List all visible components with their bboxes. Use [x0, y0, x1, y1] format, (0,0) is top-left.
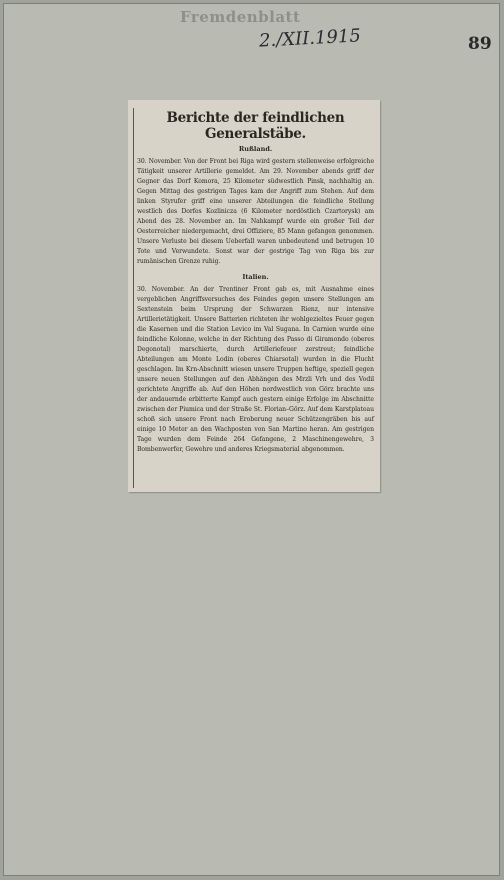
handwritten-date: 2./XII.1915: [258, 25, 362, 52]
page-number: 89: [468, 34, 492, 54]
section-heading-russia: Rußland.: [238, 145, 273, 153]
newspaper-clipping: [128, 100, 380, 492]
section-heading-italy: Italien.: [242, 273, 269, 281]
section-text-italy: 30. November. An der Trentiner Front gab es, mit Ausnahme eines vergeblichen Angriffsversuches des Feindes gegen unsere Stellungen am Sextenstein beim Ursprung der Schwarzen Rienz, nur intensive Artillerietätigkeit. Unsere Batterien richteten ihr wohlgezieltes Feuer gegen die Kasernen und die Station Levico im Val Sugana. In Carnien wurde eine feindliche Kolonne, welche in der Richtung des Passo di Giramondo (oberes Degonotal) marschierte, durch Artilleriefeuer zerstreut; feindliche Abteilungen am Monte Lodin (oberes Chiarsotal) wurden in die Flucht geschlagen. Im Krn-Abschnitt wiesen unsere Truppen heftige, speziell gegen unsere neuen Stellungen auf den Abhängen des Mrzli Vrh und des Vodil gerichtete Angriffe ab. Auf den Höhen nordwestlich von Görz brachte uns der andauernde erbitterte Kampf auch gestern einige Erfolge im Abschnitte zwischen der Piumica und der Straße St. Florian–Görz. Auf dem Karstplateau schoß sich unsere Front nach Eroberung neuer Schützengräben bis auf einige 10 Meter an den Wachposten von San Martino heran. Am gestrigen Tage wurden dem Feinde 264 Gefangene, 2 Maschinengewehre, 3 Bombenwerfer, Gewehre und anderes Kriegsmaterial abgenommen.: [137, 286, 374, 453]
section-text-russia: 30. November. Von der Front bei Riga wird gestern stellenweise erfolgreiche Tätigkeit unserer Artillerie gemeldet. Am 29. November abends griff der Gegner das Dorf Komora, 25 Kilometer südwestlich Pinsk, nachhaltig an. Gegen Mittag des gestrigen Tages kam der Angriff zum Stehen. Auf dem linken Styrufer griff eine unserer Abteilungen die feindliche Stellung westlich des Dorfes Kozlinicza (6 Kilometer nordöstlich Czartorysk) am Abend des 28. November an. Im Nahkampf wurde ein großer Teil der Oesterreicher niedergemacht, drei Offiziere, 85 Mann gefangen genommen. Unsere Verluste bei diesem Ueberfall waren unbedeutend und betrugen 10 Tote und Verwundete. Sonst war der gestrige Tag von Riga bis zur rumänischen Grenze ruhig.: [137, 158, 374, 265]
article-headline: Berichte der feindlichen Generalstäbe.: [166, 110, 345, 142]
section-gap: [137, 267, 374, 271]
archive-sheet: [3, 3, 500, 876]
newspaper-stamp: Fremdenblatt: [180, 8, 301, 26]
